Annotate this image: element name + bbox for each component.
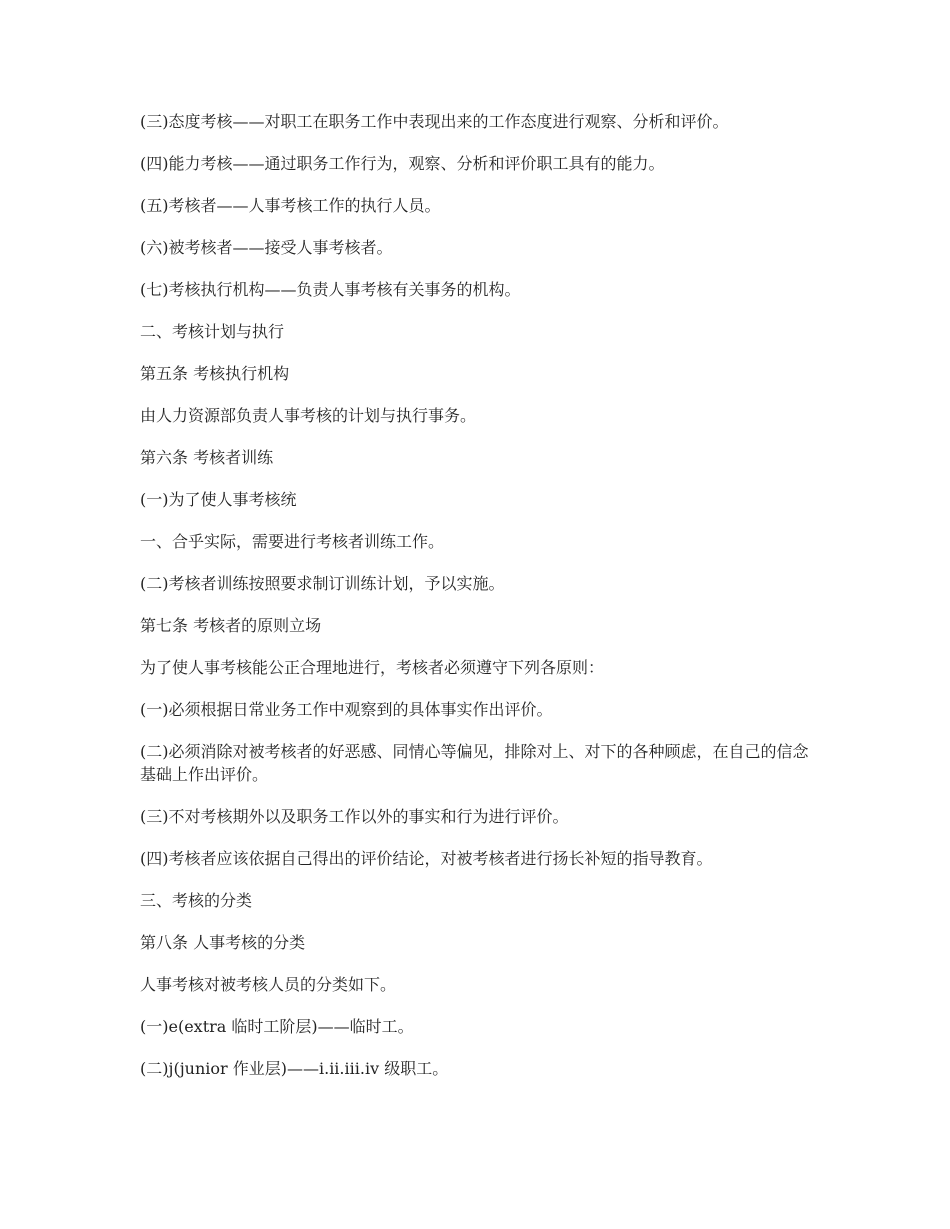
paragraph-training-1: (一)为了使人事考核统 [140, 490, 297, 509]
paragraph-assessor-definition: (五)考核者——人事考核工作的执行人员。 [140, 196, 441, 215]
paragraph-principle-1: (一)必须根据日常业务工作中观察到的具体事实作出评价。 [140, 700, 553, 719]
article-heading-8: 第八条 人事考核的分类 [140, 933, 306, 952]
paragraph-classification-intro: 人事考核对被考核人员的分类如下。 [140, 975, 397, 994]
paragraph-principle-2: (二)必须消除对被考核者的好恶感、同情心等偏见，排除对上、对下的各种顾虑，在自己的信念基础上作出评价。 [140, 742, 809, 784]
paragraph-training-1-cont: 一、合乎实际，需要进行考核者训练工作。 [140, 532, 445, 551]
document-body [140, 110, 820, 1099]
article-heading-6: 第六条 考核者训练 [140, 448, 274, 467]
article-heading-7: 第七条 考核者的原则立场 [140, 616, 322, 635]
paragraph-executing-body-definition: (七)考核执行机构——负责人事考核有关事务的机构。 [140, 280, 521, 299]
paragraph-class-extra: (一)e(extra 临时工阶层)——临时工。 [140, 1017, 414, 1036]
paragraph-ability-assessment: (四)能力考核——通过职务工作行为，观察、分析和评价职工具有的能力。 [140, 154, 665, 173]
paragraph-principles-intro: 为了使人事考核能公正合理地进行，考核者必须遵守下列各原则： [140, 658, 605, 677]
paragraph-class-junior: (二)j(junior 作业层)——i.ii.iii.iv 级职工。 [140, 1059, 449, 1078]
paragraph-training-2: (二)考核者训练按照要求制订训练计划，予以实施。 [140, 574, 505, 593]
paragraph-attitude-assessment: (三)态度考核——对职工在职务工作中表现出来的工作态度进行观察、分析和评价。 [140, 112, 729, 131]
section-heading-plan-execution: 二、考核计划与执行 [140, 322, 285, 341]
paragraph-principle-4: (四)考核者应该依据自己得出的评价结论，对被考核者进行扬长补短的指导教育。 [140, 849, 713, 868]
paragraph-principle-3: (三)不对考核期外以及职务工作以外的事实和行为进行评价。 [140, 807, 569, 826]
paragraph-assessee-definition: (六)被考核者——接受人事考核者。 [140, 238, 393, 257]
section-heading-classification: 三、考核的分类 [140, 891, 253, 910]
paragraph-hr-responsibility: 由人力资源部负责人事考核的计划与执行事务。 [140, 406, 477, 425]
article-heading-5: 第五条 考核执行机构 [140, 364, 290, 383]
